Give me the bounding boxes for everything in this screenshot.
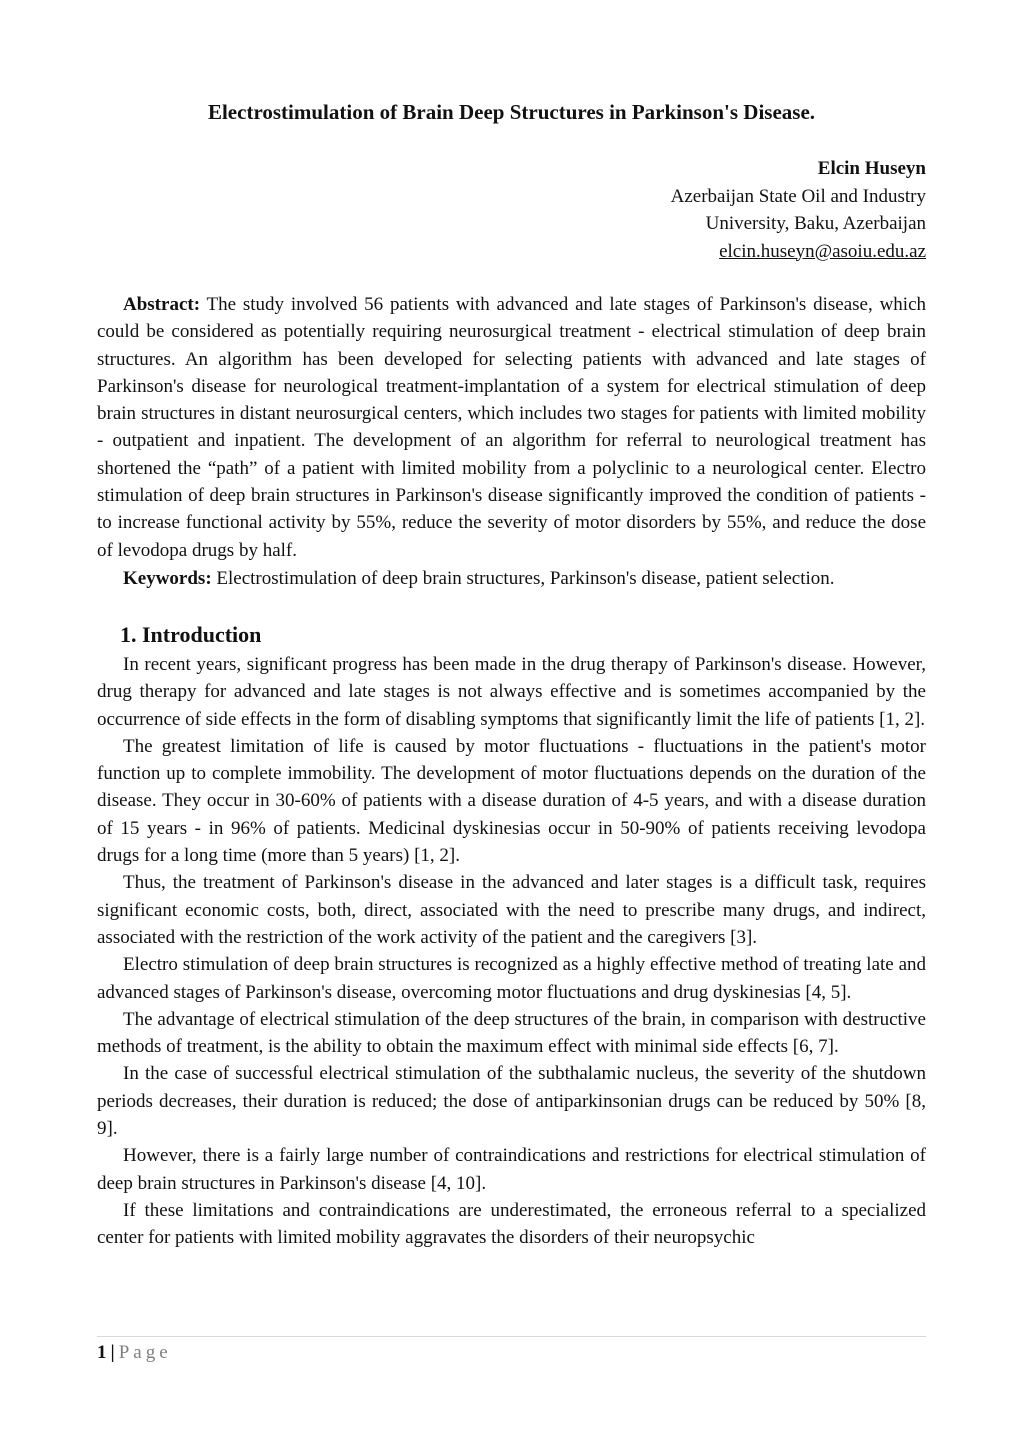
paper-title: Electrostimulation of Brain Deep Structures in Parkinson's Disease.	[207, 100, 816, 124]
keywords-text: Electrostimulation of deep brain structures, Parkinson's disease, patient selection.	[211, 568, 835, 589]
abstract-text: The study involved 56 patients with advanced and late stages of Parkinson's disease, which could be considered as potentially requiring neurosurgical treatment - electrical stimulation of deep brain structures. An algorithm has been developed for selecting patients with advanced and late stages of Parkinson's disease for neurological treatment-implantation of a system for electrical stimulation of deep brain structures in distant neurosurgical centers, which includes two stages for patients with limited mobility - outpatient and inpatient. The development of an algorithm for referral to neurological treatment has shortened the “path” of a patient with limited mobility from a polyclinic to a neurological center. Electro stimulation of deep brain structures in Parkinson's disease significantly improved the condition of patients - to increase functional activity by 55%, reduce the severity of motor disorders by 55%, and reduce the dose of levodopa drugs by half.	[97, 294, 926, 561]
intro-paragraph: The greatest limitation of life is caused by motor fluctuations - fluctuations in the patient's motor function up to complete immobility. The development of motor fluctuations depends on the duration of the disease. They occur in 30-60% of patients with a disease duration of 4-5 years, and with a disease duration of 15 years - in 96% of patients. Medicinal dyskinesias occur in 50-90% of patients receiving levodopa drugs for a long time (more than 5 years) [1, 2].	[97, 735, 926, 867]
author-affiliation-line-1: Azerbaijan State Oil and Industry	[670, 185, 926, 207]
keywords-label: Keywords:	[123, 568, 212, 589]
intro-paragraph: In recent years, significant progress has been made in the drug therapy of Parkinson's disease. However, drug therapy for advanced and late stages is not always effective and is sometimes accompanied by the occurrence of side effects in the form of disabling symptoms that significantly limit the life of patients [1, 2].	[97, 654, 926, 730]
footer-divider	[97, 1336, 926, 1337]
page-label: Page	[118, 1342, 172, 1363]
intro-paragraph: Thus, the treatment of Parkinson's disease in the advanced and later stages is a difficult task, requires significant economic costs, both, direct, associated with the need to prescribe many drugs, and indirect, associated with the restriction of the work activity of the patient and the caregivers [3].	[97, 872, 926, 948]
intro-paragraph: Electro stimulation of deep brain structures is recognized as a highly effective method of treating late and advanced stages of Parkinson's disease, overcoming motor fluctuations and drug dyskinesias [4, 5].	[97, 954, 926, 1003]
author-block	[426, 155, 926, 265]
introduction-body	[97, 651, 926, 1252]
page-number: 1	[97, 1342, 107, 1363]
author-name: Elcin Huseyn	[817, 158, 926, 179]
introduction-heading: 1. Introduction	[120, 622, 262, 647]
abstract-label: Abstract:	[123, 294, 201, 315]
intro-paragraph: If these limitations and contraindications are underestimated, the erroneous referral to a specialized center for patients with limited mobility aggravates the disorders of their neuropsychic	[97, 1199, 926, 1249]
intro-paragraph: The advantage of electrical stimulation of the deep structures of the brain, in comparison with destructive methods of treatment, is the ability to obtain the maximum effect with minimal side effects [6, 7].	[97, 1008, 926, 1058]
page-separator: |	[110, 1342, 115, 1363]
intro-paragraph: However, there is a fairly large number of contraindications and restrictions for electrical stimulation of deep brain structures in Parkinson's disease [4, 10].	[97, 1145, 926, 1194]
author-email-link[interactable]: elcin.huseyn@asoiu.edu.az	[719, 240, 926, 262]
abstract-paragraph	[97, 291, 926, 564]
intro-paragraph: In the case of successful electrical stimulation of the subthalamic nucleus, the severity of the shutdown periods decreases, their duration is reduced; the dose of antiparkinsonian drugs can be reduced by 50% [8, 9].	[97, 1063, 926, 1140]
page-footer	[97, 1340, 172, 1366]
author-affiliation-line-2: University, Baku, Azerbaijan	[705, 213, 926, 234]
keywords-paragraph	[97, 565, 926, 592]
